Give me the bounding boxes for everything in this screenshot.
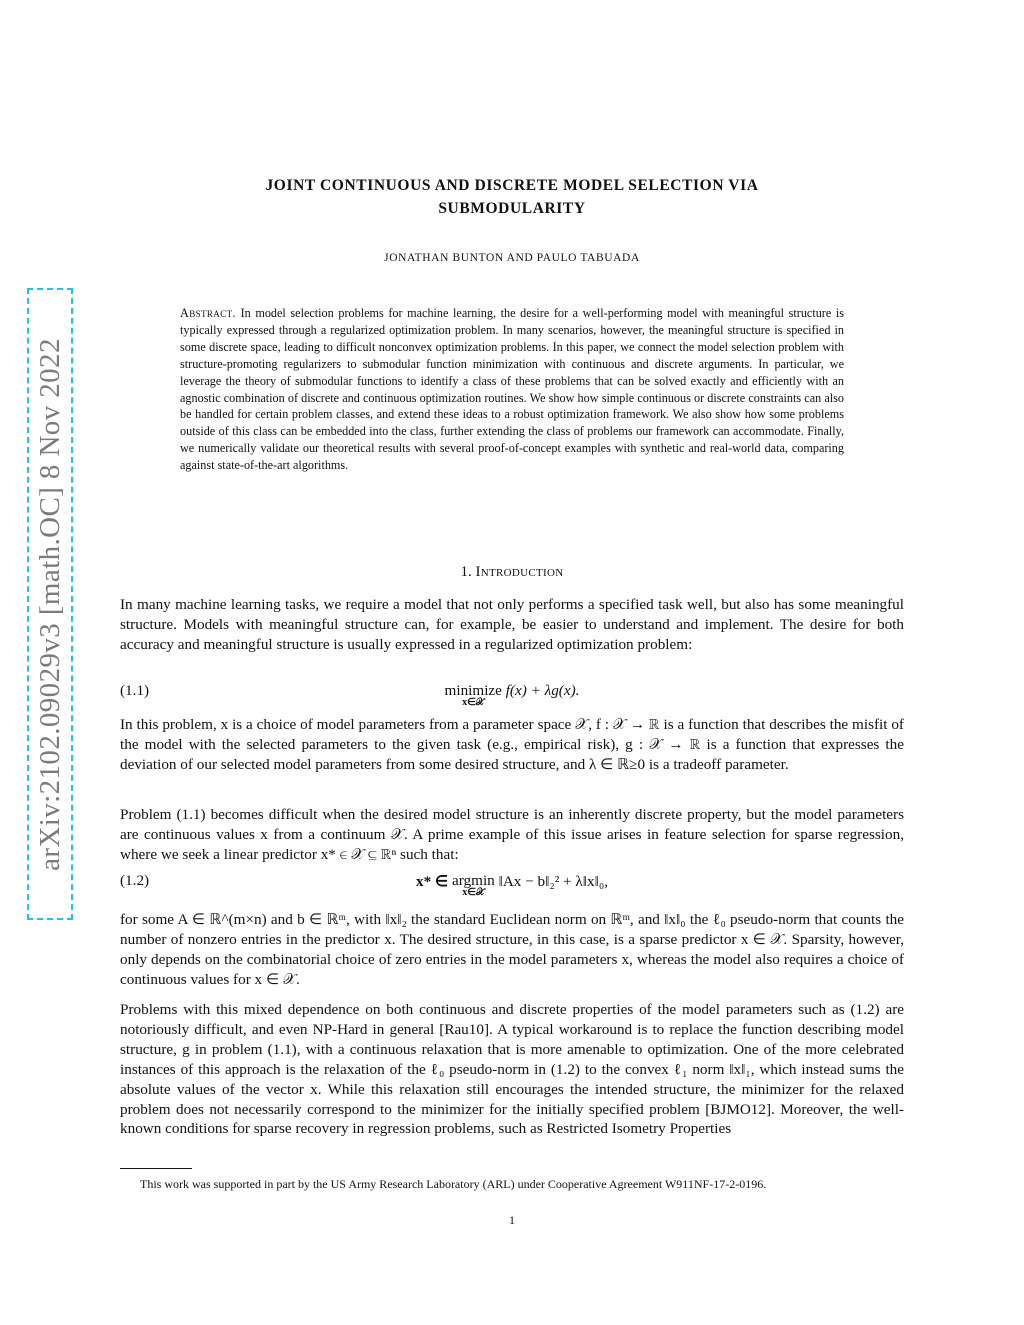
authors: JONATHAN BUNTON AND PAULO TABUADA [384, 252, 640, 264]
equation-expression: f(x) + λg(x). [505, 682, 580, 699]
section-heading [120, 564, 904, 581]
equation-1-1 [120, 682, 904, 716]
paragraph-2: In this problem, x is a choice of model parameters from a parameter space 𝒳, f : 𝒳 → ℝ is a function that describes the misfit of the model with the selected parameters to the given task (e.g., empirical risk), g : 𝒳 → ℝ is a function that expresses the deviation of our selected model parameters from some desired structure, and λ ∈ ℝ≥0 is a tradeoff parameter. [120, 716, 904, 773]
arxiv-stamp-text: arXiv:2102.09029v3 [math.OC] 8 Nov 2022 [33, 337, 66, 871]
abstract-label: Abstract. [180, 306, 236, 320]
operator-text: minimize [444, 682, 502, 699]
operator-subscript: x∈𝒳 [462, 887, 485, 898]
equation-operator [452, 872, 495, 898]
equation-number: (1.1) [120, 682, 150, 699]
paragraph-4: for some A ∈ ℝ^(m×n) and b ∈ ℝᵐ, with ‖x‖₂ the standard Euclidean norm on ℝᵐ, and ‖x‖₀ the ℓ₀ pseudo-norm that counts the number of nonzero entries in the predictor x. The desired structure, in this case, is a sparse predictor x ∈ 𝒳. Sparsity, however, only depends on the combinatorial choice of zero entries in the model parameters x, whereas the model also requires a choice of continuous values for x ∈ 𝒳. [120, 911, 904, 988]
section-title: Introduction [475, 564, 564, 580]
abstract-text: In model selection problems for machine learning, the desire for a well-performing model with meaningful structure is typically expressed through a regularized optimization problem. In many scenarios, however, the meaningful structure is specified in some discrete space, leading to difficult nonconvex optimization problems. In this paper, we connect the model selection problem with structure-promoting regularizers to submodular function minimization with continuous and discrete arguments. In particular, we leverage the theory of submodular functions to identify a class of these problems that can be solved exactly and efficiently with an agnostic combination of discrete and continuous optimization routines. We show how simple continuous or discrete constraints can also be handled for certain problem classes, and extend these ideas to a robust optimization framework. We also show how some problems outside of this class can be embedded into the class, further extending the class of problems our framework can accommodate. Finally, we numerically validate our theoretical results with several proof-of-concept examples with synthetic and real-world data, comparing against state-of-the-art algorithms. [180, 306, 845, 473]
equation-body [120, 872, 904, 898]
abstract [180, 305, 844, 474]
paragraph-5: Problems with this mixed dependence on both continuous and discrete properties of the model parameters such as (1.2) are notoriously difficult, and even NP-Hard in general [Rau10]. A typical workaround is to replace the function describing model structure, g in problem (1.1), with a continuous relaxation that is more amenable to optimization. One of the more celebrated instances of this approach is the relaxation of the ℓ₀ pseudo-norm in (1.2) to the convex ℓ₁ norm ‖x‖₁, which instead sums the absolute values of the vector x. While this relaxation still encourages the intended structure, the minimizer for the relaxed problem does not necessarily correspond to the minimizer for the initially specified problem [BJMO12]. Moreover, the well-known conditions for sparse recovery in regression problems, such as Restricted Isometry Properties [120, 1001, 904, 1138]
page-number: 1 [509, 1213, 515, 1227]
equation-body [120, 682, 904, 708]
equation-lhs: x* ∈ [416, 873, 449, 890]
equation-1-2 [120, 872, 904, 906]
equation-operator [445, 682, 502, 708]
equation-number: (1.2) [120, 872, 150, 889]
footnote-rule [120, 1168, 192, 1169]
equation-expression: ‖Ax − b‖₂² + λ‖x‖₀, [498, 873, 608, 890]
operator-subscript: x∈𝒳 [462, 697, 485, 708]
operator-text: argmin [452, 872, 495, 889]
paper-title [140, 174, 884, 220]
title-line-2: SUBMODULARITY [438, 200, 586, 217]
paragraph-1: In many machine learning tasks, we require a model that not only performs a specified task well, but also has some meaningful structure. Models with meaningful structure can, for example, be easier to understand and implement. The desire for both accuracy and meaningful structure is usually expressed in a regularized optimization problem: [120, 596, 904, 653]
title-line-1: JOINT CONTINUOUS AND DISCRETE MODEL SELECTION VIA [265, 177, 759, 194]
section-number: 1. [460, 564, 472, 580]
footnote: This work was supported in part by the US Army Research Laboratory (ARL) under Cooperative Agreement W911NF-17-2-0196. [140, 1177, 767, 1191]
arxiv-stamp[interactable] [27, 288, 73, 920]
paragraph-3: Problem (1.1) becomes difficult when the desired model structure is an inherently discrete property, but the model parameters are continuous values x from a continuum 𝒳. A prime example of this issue arises in feature selection for sparse regression, where we seek a linear predictor x* ∈ 𝒳 ⊆ ℝⁿ such that: [120, 806, 904, 863]
